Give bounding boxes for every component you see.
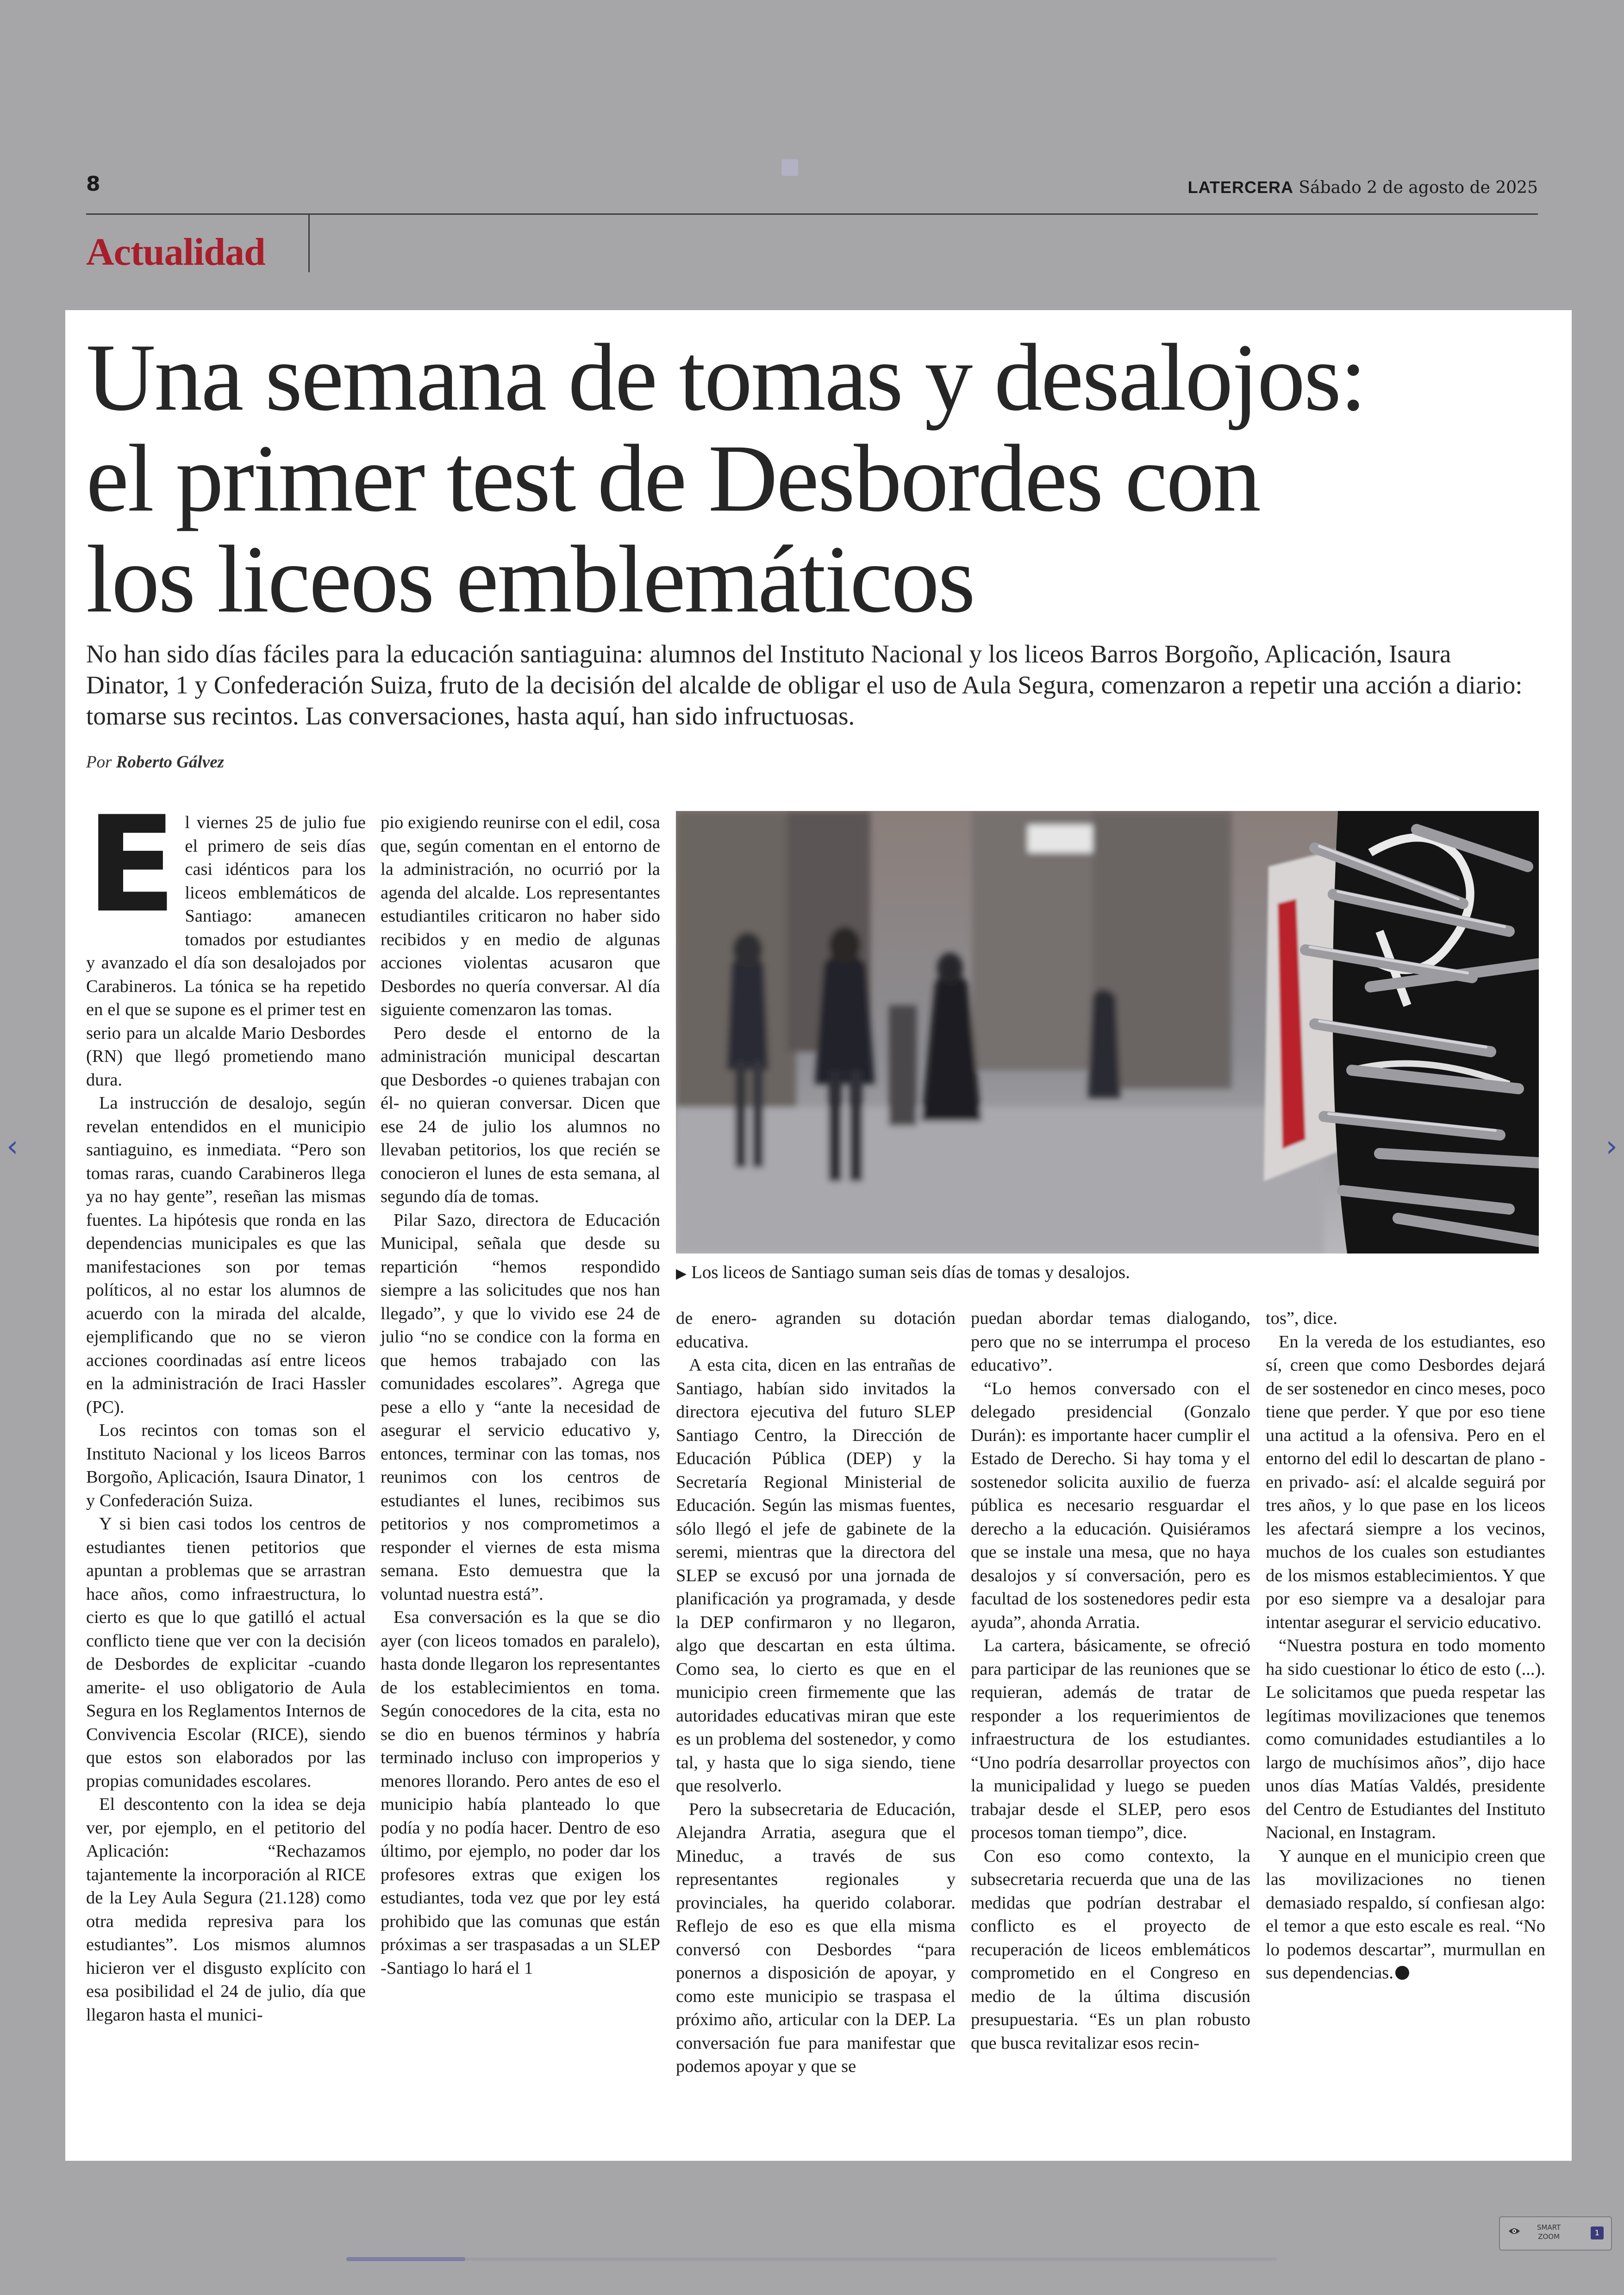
paragraph: La cartera, básicamente, se ofreció para participar de las reuniones que se requieran, además de tratar de responder a los requerimientos de infraestructura de los estudiantes. “Uno podría desarrollar proyectos con la municipalidad y luego se pueden trabajar desde el SLEP, pero esos procesos toman tiempo”, dice. (971, 1636, 1250, 1842)
section-title: Actualidad (86, 231, 265, 274)
header-rule (86, 213, 1538, 215)
section-divider (308, 215, 310, 272)
article-headline (86, 324, 1540, 632)
paragraph: “Nuestra postura en todo momento ha sido cuestionar lo ético de esto (...). Le solicitamos que pueda respetar las legítimas movilizaciones que tenemos como comunidades estudiantiles a lo largo de muchísimos años”, dijo hace unos días Matías Valdés, presidente del Centro de Estudiantes del Instituto Nacional, en Instagram. (1266, 1636, 1545, 1842)
caption-text: Los liceos de Santiago suman seis días de tomas y desalojos. (691, 1262, 1130, 1282)
eye-icon (1508, 2227, 1520, 2235)
article-deck: No han sido días fáciles para la educación santiaguina: alumnos del Instituto Nacional y los liceos Barros Borgoño, Aplicación, Isaura Dinator, 1 y Confederación Suiza, fruto de la decisión del alcalde de obligar el uso de Aula Segura, comenzaron a repetir una acción a diario: tomarse sus recintos. Las conversaciones, hasta aquí, han sido infructuosas. (86, 640, 1523, 730)
end-mark-icon (1395, 1966, 1409, 1980)
paragraph: A esta cita, dicen en las entrañas de Santiago, habían sido invitados la directora ejecutiva del futuro SLEP Santiago Centro, la Dirección de Educación Pública (DEP) y la Secretaría Regional Ministerial de Educación. Según las mismas fuentes, sólo llegó el jefe de gabinete de la seremi, mientras que la directora del SLEP se excusó por una jornada de planificación ya programada, y desde la DEP confirmaron y no llegaron, algo que descartan en esta última. Como sea, lo cierto es que en el municipio creen firmemente que las autoridades educativas miran que este es un problema del sostenedor, y como tal, y hasta que lo siga siendo, tiene que resolverlo. (676, 1355, 956, 1796)
drop-cap: E (86, 788, 177, 942)
photo-students-street (676, 811, 1539, 1254)
smart-zoom-label-line: ZOOM (1538, 2233, 1560, 2241)
paragraph: pio exigiendo reunirse con el edil, cosa que, según comentan en el entorno de la administración, no ocurrió por la agenda del alcalde. Los representantes estudiantiles criticaron no haber sido recibidos y en medio de algunas acciones violentas acusaron que Desbordes no quería conversar. Al día siguiente comenzaron las tomas. (381, 813, 660, 1019)
paragraph: Y si bien casi todos los centros de estudiantes tienen petitorios que apuntan a problemas que se arrastran hace años, como infraestructura, lo cierto es que lo que gatilló el actual conflicto tiene que ver con la decisión de Desbordes de explicitar -cuando amerite- el uso obligatorio de Aula Segura en los Reglamentos Internos de Convivencia Escolar (RICE), siendo que estos son elaborados por las propias comunidades escolares. (86, 1514, 366, 1791)
paragraph: Pilar Sazo, directora de Educación Municipal, señala que desde su repartición “hemos respondido siempre a las solicitudes que nos han llegado”, y que lo vivido ese 24 de julio “no se condice con la forma en que hemos trabajado con las comunidades escolares”. Agrega que pese a ello y “ante la necesidad de asegurar el servicio educativo y, entonces, terminar con las tomas, nos reunimos con los centros de estudiantes el lunes, recibimos sus petitorios y nos comprometimos a responder el viernes de esta misma semana. Esto demuestra que la voluntad nuestra está”. (381, 1210, 660, 1604)
article-photo (676, 811, 1539, 1254)
smart-zoom-label-line: SMART (1537, 2223, 1561, 2232)
masthead (1188, 178, 1538, 197)
reading-progress-track[interactable] (346, 2258, 1277, 2261)
paragraph: “Lo hemos conversado con el delegado presidencial (Gonzalo Durán): es importante hacer cumplir el Estado de Derecho. Si hay toma y el sostenedor solicita auxilio de fuerza pública es necesario resguardar el derecho a la educación. Quisiéramos que se instale una mesa, que no haya desalojos y sí conversación, pero es facultad de los sostenedores pedir esta ayuda”, ahonda Arratia. (971, 1378, 1250, 1632)
smart-zoom-label (1537, 2223, 1561, 2241)
masthead-date: Sábado 2 de agosto de 2025 (1299, 178, 1538, 197)
headline-line: el primer test de Desbordes con (86, 425, 1260, 531)
caption-arrow-icon: ▶ (676, 1266, 687, 1281)
paragraph: Pero desde el entorno de la administración municipal descartan que Desbordes -o quienes trabajan con él- no quieran conversar. Dicen que ese 24 de julio los alumnos no llevaban petitorios, los que recién se conocieron el lunes de esta semana, al segundo día de tomas. (381, 1023, 660, 1206)
page-marker-icon (781, 159, 798, 176)
smart-zoom-count-badge: 1 (1591, 2226, 1604, 2239)
photo-caption (676, 1262, 1539, 1283)
paragraph: Los recintos con tomas son el Instituto Nacional y los liceos Barros Borgoño, Aplicación, Isaura Dinator, 1 y Confederación Suiza. (86, 1421, 366, 1510)
paragraph: El descontento con la idea se deja ver, por ejemplo, en el petitorio del Aplicación: “Rechazamos tajantemente la incorporación al RICE de la Ley Aula Segura (21.128) como otra medida represiva para los estudiantes”. Los mismos alumnos hicieron ver el disgusto explícito con esa posibilidad el 24 de julio, día que llegaron hasta el munici- (86, 1795, 366, 2025)
article-column-5 (1266, 1307, 1545, 1985)
byline-prefix: Por (86, 753, 112, 772)
byline (86, 752, 224, 772)
byline-author: Roberto Gálvez (116, 753, 225, 772)
reading-progress-fill[interactable] (346, 2257, 465, 2261)
page-number: 8 (86, 172, 100, 196)
paragraph: puedan abordar temas dialogando, pero que no se interrumpa el proceso educativo”. (971, 1309, 1250, 1375)
headline-line: Una semana de tomas y desalojos: (86, 324, 1366, 430)
smart-zoom-button[interactable] (1499, 2216, 1612, 2251)
article-column-3 (676, 1307, 956, 2078)
headline-line: los liceos emblemáticos (86, 526, 974, 632)
paragraph (1266, 1845, 1545, 1985)
paragraph: l viernes 25 de julio fue el primero de seis días casi idénticos para los liceos emblemáticos de Santiago: amanecen tomados por estudiantes y avanzado el día son desalojados por Carabineros. La tónica se ha repetido en el que se supone es el primer test en serio para un alcalde Mario Desbordes (RN) que llegó prometiendo mano dura. (86, 813, 366, 1090)
article-column-4 (971, 1307, 1250, 2055)
previous-page-icon[interactable]: ‹ (6, 1129, 19, 1164)
paragraph-text: Y aunque en el municipio creen que las movilizaciones no tienen demasiado respaldo, sí confiesan algo: el temor a que esto escale es real. “No lo podemos descartar”, murmullan en sus dependencias. (1266, 1846, 1545, 1983)
masthead-brand: LATERCERA (1187, 178, 1293, 197)
paragraph: En la vereda de los estudiantes, eso sí, creen que como Desbordes dejará de ser sostenedor en cinco meses, poco tiene que perder. Y que por eso tiene una actitud a la ofensiva. Pero en el entorno del edil lo descartan de plano -en privado- así: el alcalde seguirá por tres años, y lo que pase en los liceos les afectará siempre a los vecinos, muchos de los cuales son estudiantes de los mismos establecimientos. Y que por eso siempre va a desalojar para intentar asegurar el servicio educativo. (1266, 1332, 1545, 1632)
paragraph: La instrucción de desalojo, según revelan entendidos en el municipio santiaguino, es inmediata. “Pero son tomas raras, cuando Carabineros llega ya no hay gente”, reseñan las mismas fuentes. La hipótesis que ronda en las dependencias municipales es que las manifestaciones son por temas políticos, al no estar los alumnos de acuerdo con la mirada del alcalde, ejemplificando que no se vieron acciones coordinadas así entre liceos en la administración de Iraci Hassler (PC). (86, 1093, 366, 1417)
article-column-1 (86, 788, 366, 2027)
paragraph: de enero- agranden su dotación educativa. (676, 1309, 956, 1352)
paragraph: Pero la subsecretaria de Educación, Alejandra Arratia, asegura que el Mineduc, a través de sus representantes regionales y provinciales, ha querido colaborar. Reflejo de eso es que ella misma conversó con Desbordes “para ponernos a disposición de apoyar, y como este municipio se traspasa el próximo año, articular con la DEP. La conversación fue para manifestar que podemos apoyar y que se (676, 1799, 956, 2076)
paragraph: tos”, dice. (1266, 1309, 1338, 1328)
paragraph: Esa conversación es la que se dio ayer (con liceos tomados en paralelo), hasta donde llegaron los representantes de los establecimientos en toma. Según conocedores de la cita, esta no se dio en buenos términos y habría terminado incluso con improperios y menores llorando. Pero antes de eso el municipio había planteado lo que podía y no podía hacer. Dentro de eso último, por ejemplo, no poder dar los profesores extras que exigen los estudiantes, toda vez que por ley está prohibido que las comunas que están próximas a ser traspasadas a un SLEP -Santiago lo hará el 1 (381, 1608, 660, 1978)
next-page-icon[interactable]: › (1605, 1129, 1618, 1164)
paragraph: Con eso como contexto, la subsecretaria recuerda que una de las medidas que podrían destrabar el conflicto es el proyecto de recuperación de liceos emblemáticos comprometido en el Congreso en medio de la última discusión presupuestaria. “Es un plan robusto que busca revitalizar esos recin- (971, 1846, 1250, 2053)
article-column-2 (381, 811, 660, 1980)
